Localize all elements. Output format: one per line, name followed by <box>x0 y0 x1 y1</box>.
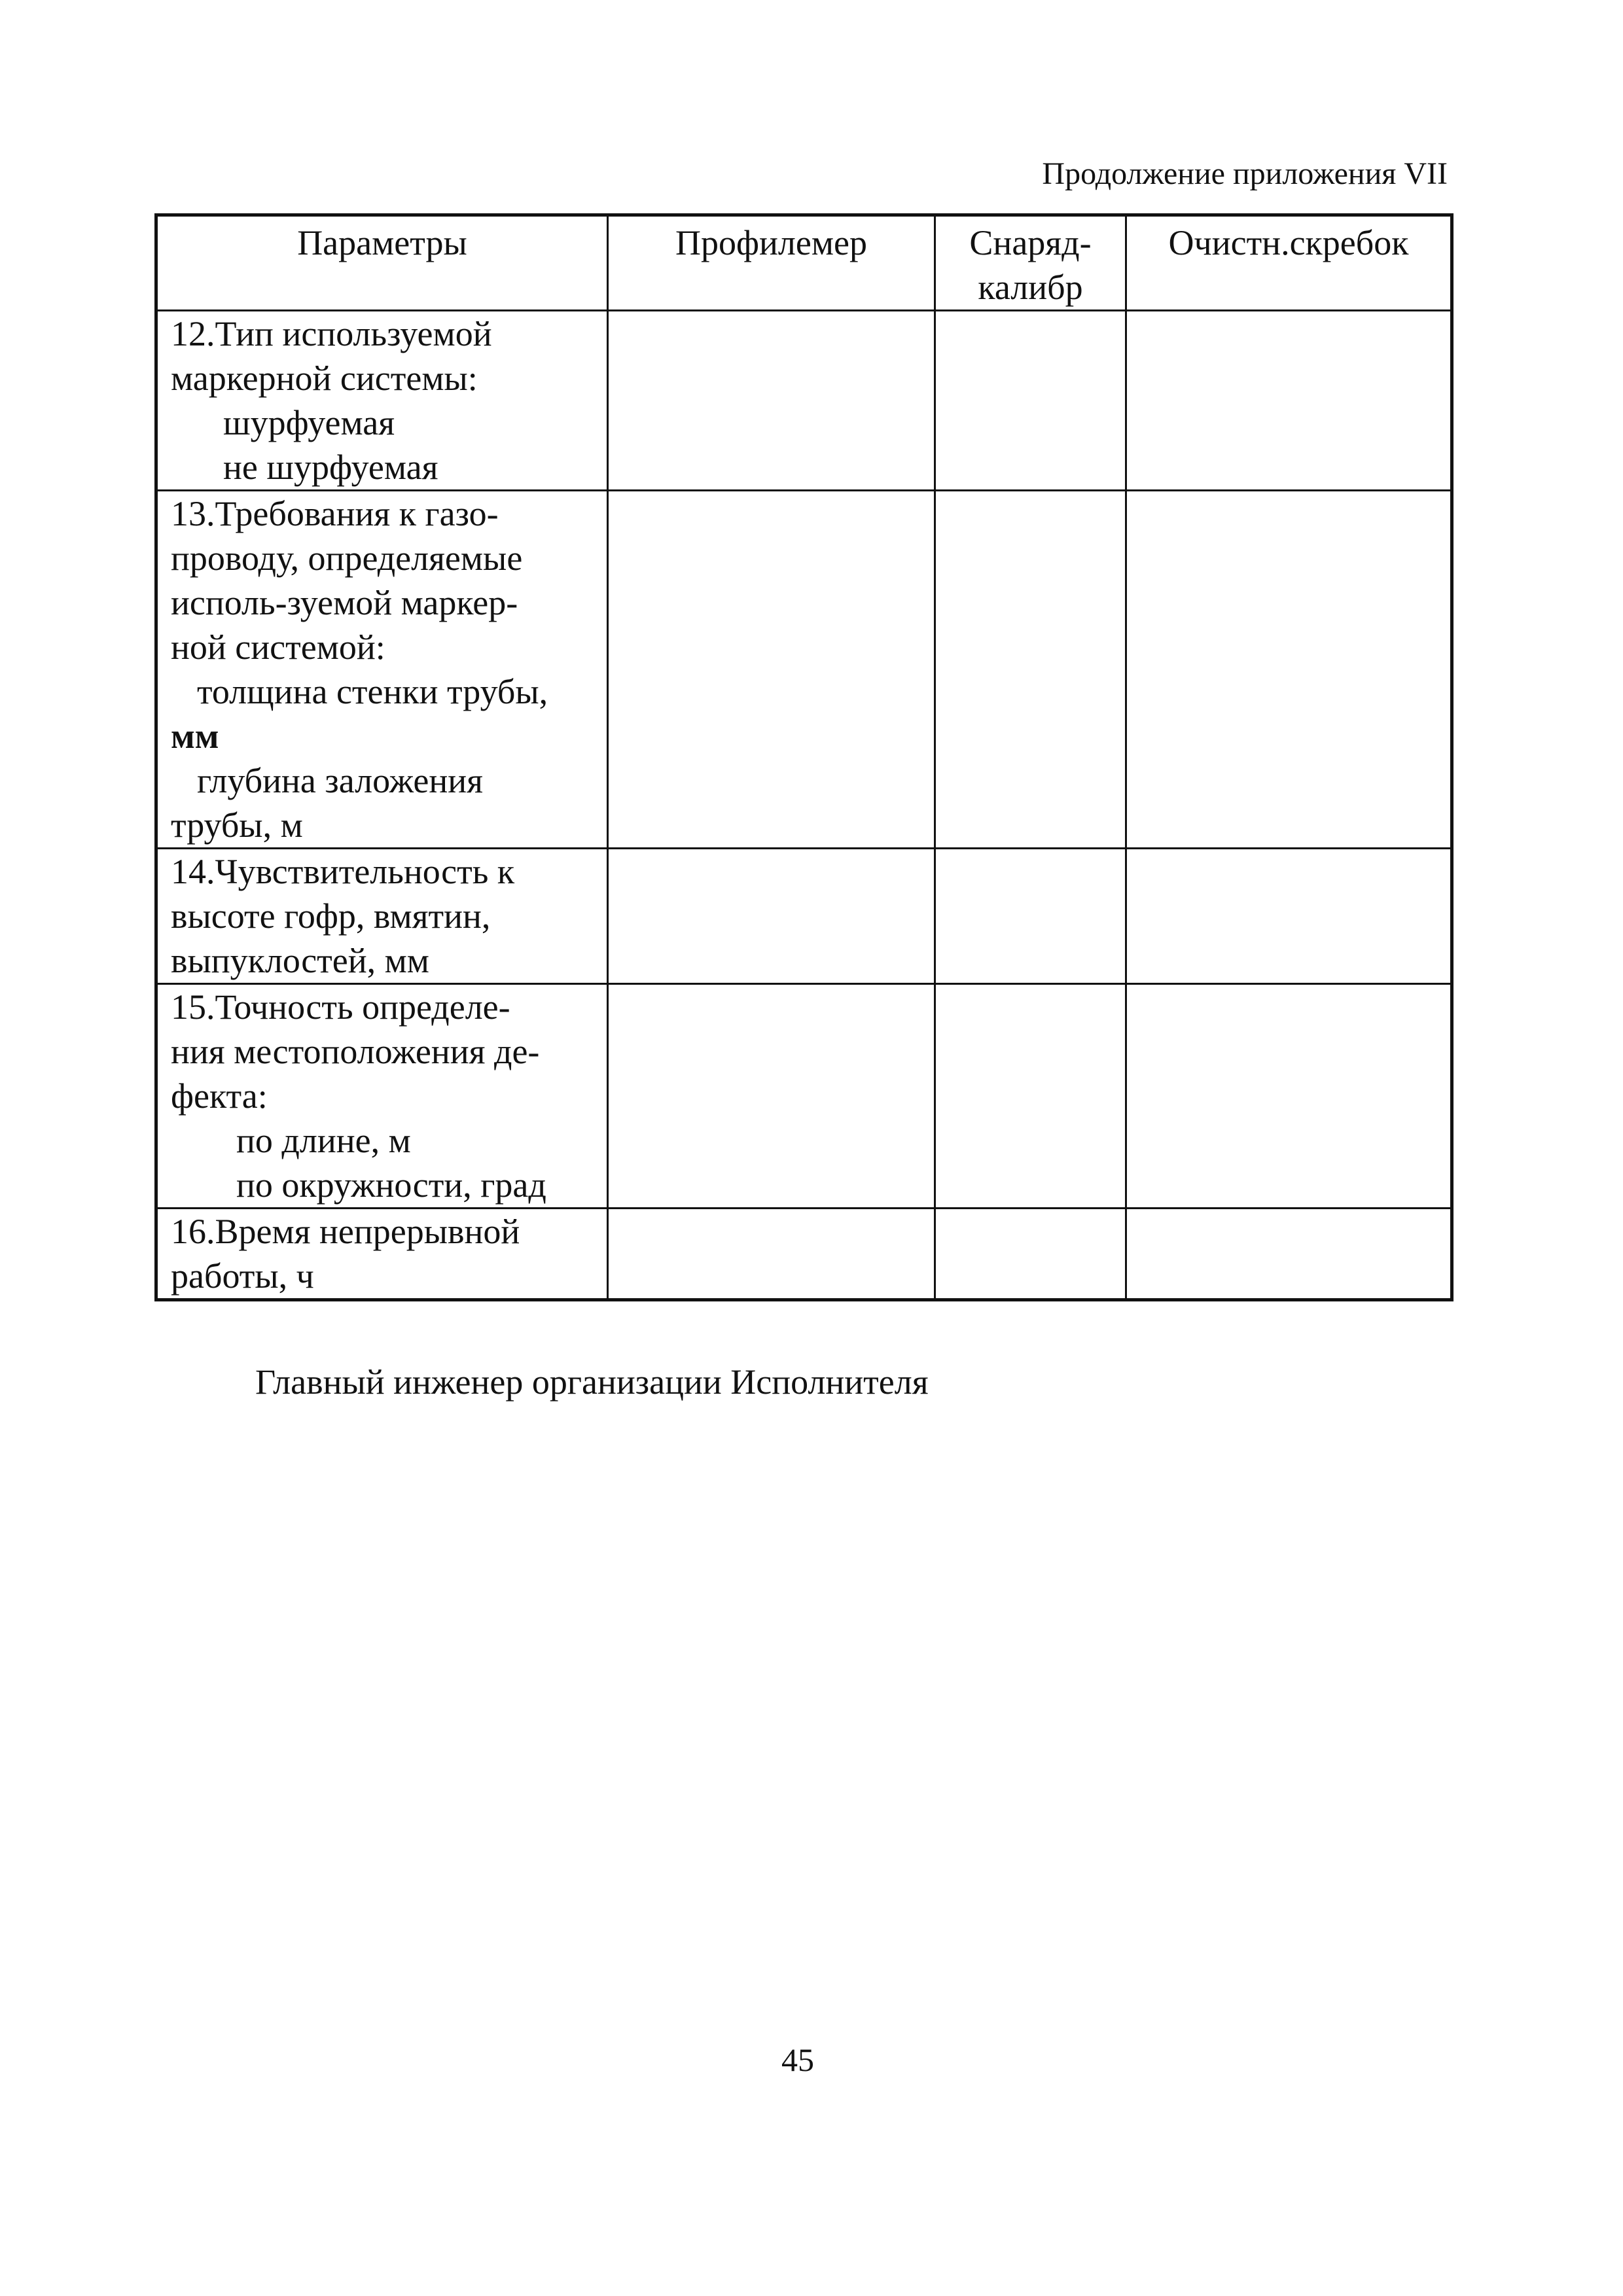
parameter-cell <box>156 984 608 1209</box>
parameter-text-line: ния местоположения де- <box>171 1032 540 1071</box>
value-cell-cleaning-scraper <box>1126 491 1452 849</box>
parameter-text-line: 12.Тип используемой <box>171 314 492 353</box>
parameter-cell <box>156 311 608 491</box>
value-cell-profilemer <box>608 849 935 984</box>
value-cell-profilemer <box>608 491 935 849</box>
parameter-cell <box>156 1209 608 1300</box>
parameter-text-line: 15.Точность определе- <box>171 987 510 1027</box>
value-cell-cleaning-scraper <box>1126 1209 1452 1300</box>
value-cell-caliper-pig <box>935 491 1126 849</box>
parameter-text-line: мм <box>171 716 219 756</box>
parameter-text-line: толщина стенки трубы, <box>197 672 548 711</box>
column-header-caliper-pig-line-1: Снаряд- <box>969 223 1092 262</box>
parameter-text-line: 13.Требования к газо- <box>171 494 499 533</box>
value-cell-caliper-pig <box>935 1209 1126 1300</box>
table-row <box>156 491 1452 849</box>
table-row <box>156 984 1452 1209</box>
parameter-text-line: фекта: <box>171 1076 268 1116</box>
parameter-text-line: по окружности, град <box>236 1165 546 1205</box>
value-cell-profilemer <box>608 1209 935 1300</box>
parameter-text-line: ной системой: <box>171 627 385 667</box>
parameter-text-line: 16.Время непрерывной <box>171 1212 520 1251</box>
parameter-text-line: 14.Чувствительность к <box>171 852 515 891</box>
value-cell-cleaning-scraper <box>1126 984 1452 1209</box>
value-cell-caliper-pig <box>935 849 1126 984</box>
table-header-row <box>156 215 1452 311</box>
value-cell-caliper-pig <box>935 311 1126 491</box>
parameter-text-line: шурфуемая <box>223 403 395 442</box>
column-header-cleaning-scraper: Очистн.скребок <box>1126 215 1452 311</box>
parameter-text-line: по длине, м <box>236 1121 411 1160</box>
parameter-text-line: трубы, м <box>171 805 303 845</box>
value-cell-cleaning-scraper <box>1126 849 1452 984</box>
parameters-table <box>154 213 1454 1301</box>
appendix-continuation-note: Продолжение приложения VII <box>1042 156 1448 191</box>
table-row <box>156 1209 1452 1300</box>
parameter-text-line: выпуклостей, мм <box>171 941 429 980</box>
parameter-text-line: исполь-зуемой маркер- <box>171 583 518 622</box>
column-header-profilemer: Профилемер <box>608 215 935 311</box>
value-cell-profilemer <box>608 311 935 491</box>
parameter-cell <box>156 491 608 849</box>
value-cell-caliper-pig <box>935 984 1126 1209</box>
parameter-text-line: маркерной системы: <box>171 359 478 398</box>
parameter-cell <box>156 849 608 984</box>
parameter-text-line: проводу, определяемые <box>171 539 523 578</box>
page-number: 45 <box>781 2041 814 2078</box>
column-header-parameters: Параметры <box>156 215 608 311</box>
column-header-caliper-pig <box>935 215 1126 311</box>
column-header-caliper-pig-line-2: калибр <box>978 268 1083 307</box>
value-cell-cleaning-scraper <box>1126 311 1452 491</box>
parameter-text-line: не шурфуемая <box>223 448 438 487</box>
table-row <box>156 849 1452 984</box>
table-row <box>156 311 1452 491</box>
signature-line: Главный инженер организации Исполнителя <box>255 1362 929 1402</box>
parameter-text-line: глубина заложения <box>197 761 483 800</box>
value-cell-profilemer <box>608 984 935 1209</box>
parameter-text-line: высоте гофр, вмятин, <box>171 896 491 936</box>
parameter-text-line: работы, ч <box>171 1256 314 1296</box>
